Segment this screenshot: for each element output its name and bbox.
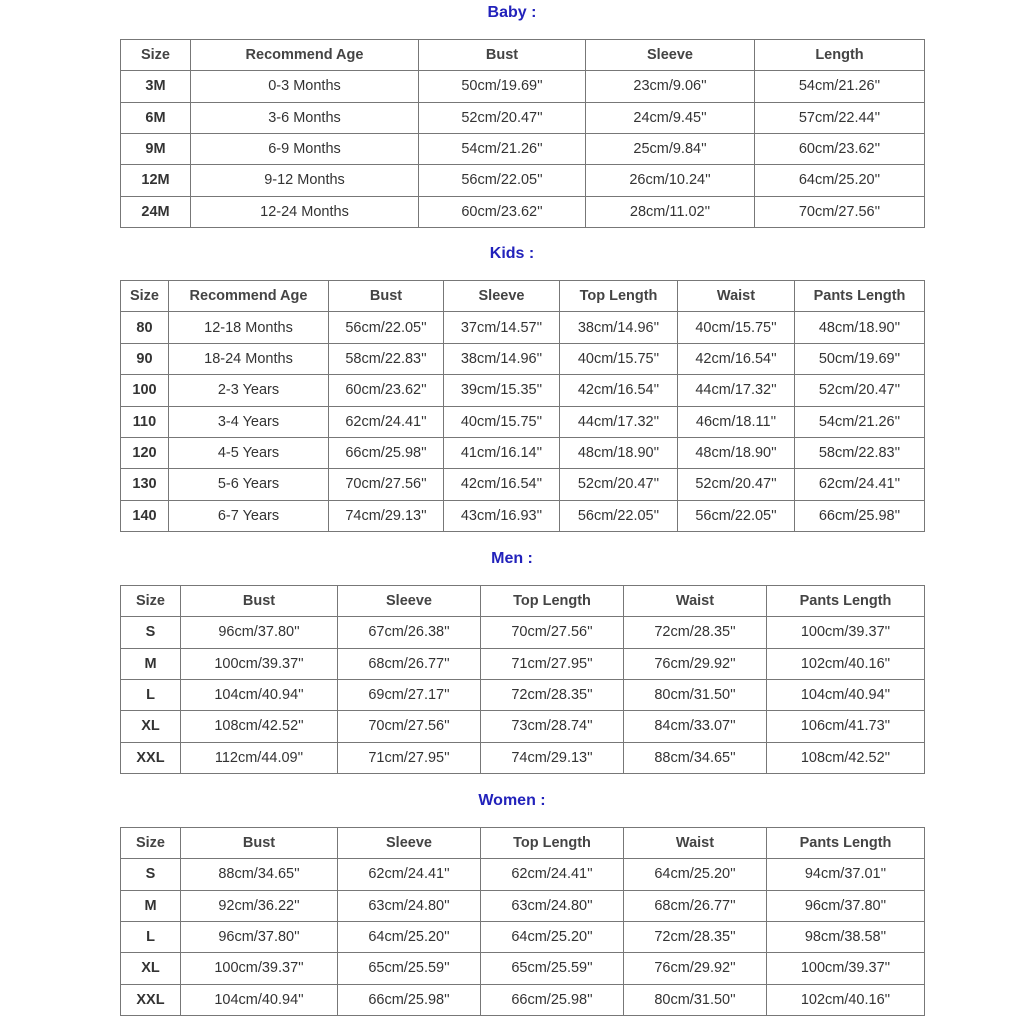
measurement-cell: 70cm/27.56'' [329, 469, 444, 500]
table-row [121, 196, 925, 227]
measurement-cell: 108cm/42.52'' [181, 711, 338, 742]
measurement-cell: 12-18 Months [169, 312, 329, 343]
measurement-cell: 62cm/24.41'' [481, 859, 624, 890]
measurement-cell: 24cm/9.45'' [586, 102, 755, 133]
table-header-row [121, 828, 925, 859]
measurement-cell: 100cm/39.37'' [767, 617, 925, 648]
table-row [121, 890, 925, 921]
measurement-cell: 100cm/39.37'' [181, 648, 338, 679]
table-row [121, 953, 925, 984]
table-row [121, 617, 925, 648]
women-size-table [120, 827, 925, 1016]
column-header: Waist [678, 281, 795, 312]
measurement-cell: 92cm/36.22'' [181, 890, 338, 921]
measurement-cell: 5-6 Years [169, 469, 329, 500]
measurement-cell: 88cm/34.65'' [181, 859, 338, 890]
size-cell: 24M [121, 196, 191, 227]
size-cell: 80 [121, 312, 169, 343]
size-cell: 6M [121, 102, 191, 133]
measurement-cell: 56cm/22.05'' [678, 500, 795, 531]
measurement-cell: 72cm/28.35'' [624, 617, 767, 648]
size-cell: XXL [121, 984, 181, 1015]
column-header: Bust [181, 586, 338, 617]
table-row [121, 102, 925, 133]
column-header: Waist [624, 586, 767, 617]
measurement-cell: 96cm/37.80'' [767, 890, 925, 921]
measurement-cell: 50cm/19.69'' [795, 343, 925, 374]
measurement-cell: 42cm/16.54'' [560, 375, 678, 406]
size-cell: 90 [121, 343, 169, 374]
measurement-cell: 104cm/40.94'' [767, 679, 925, 710]
measurement-cell: 73cm/28.74'' [481, 711, 624, 742]
measurement-cell: 37cm/14.57'' [444, 312, 560, 343]
measurement-cell: 48cm/18.90'' [678, 437, 795, 468]
measurement-cell: 66cm/25.98'' [795, 500, 925, 531]
measurement-cell: 62cm/24.41'' [338, 859, 481, 890]
measurement-cell: 4-5 Years [169, 437, 329, 468]
size-cell: L [121, 679, 181, 710]
size-cell: 9M [121, 133, 191, 164]
column-header: Pants Length [795, 281, 925, 312]
column-header: Size [121, 40, 191, 71]
measurement-cell: 71cm/27.95'' [338, 742, 481, 773]
measurement-cell: 52cm/20.47'' [795, 375, 925, 406]
kids-section-title: Kids : [489, 245, 535, 262]
size-cell: 12M [121, 165, 191, 196]
measurement-cell: 18-24 Months [169, 343, 329, 374]
size-cell: L [121, 921, 181, 952]
measurement-cell: 6-7 Years [169, 500, 329, 531]
measurement-cell: 80cm/31.50'' [624, 984, 767, 1015]
size-cell: 110 [121, 406, 169, 437]
table-header-row [121, 586, 925, 617]
table-row [121, 375, 925, 406]
measurement-cell: 76cm/29.92'' [624, 648, 767, 679]
measurement-cell: 76cm/29.92'' [624, 953, 767, 984]
kids-size-table [120, 280, 925, 532]
size-cell: S [121, 859, 181, 890]
measurement-cell: 66cm/25.98'' [481, 984, 624, 1015]
size-cell: M [121, 648, 181, 679]
measurement-cell: 3-6 Months [191, 102, 419, 133]
table-row [121, 469, 925, 500]
column-header: Waist [624, 828, 767, 859]
table-row [121, 921, 925, 952]
table-row [121, 343, 925, 374]
measurement-cell: 68cm/26.77'' [624, 890, 767, 921]
measurement-cell: 52cm/20.47'' [419, 102, 586, 133]
measurement-cell: 44cm/17.32'' [678, 375, 795, 406]
table-row [121, 71, 925, 102]
column-header: Bust [419, 40, 586, 71]
column-header: Sleeve [338, 586, 481, 617]
measurement-cell: 57cm/22.44'' [755, 102, 925, 133]
size-cell: 140 [121, 500, 169, 531]
measurement-cell: 102cm/40.16'' [767, 648, 925, 679]
measurement-cell: 38cm/14.96'' [444, 343, 560, 374]
measurement-cell: 25cm/9.84'' [586, 133, 755, 164]
measurement-cell: 56cm/22.05'' [419, 165, 586, 196]
measurement-cell: 106cm/41.73'' [767, 711, 925, 742]
size-cell: M [121, 890, 181, 921]
measurement-cell: 56cm/22.05'' [560, 500, 678, 531]
table-row [121, 406, 925, 437]
measurement-cell: 98cm/38.58'' [767, 921, 925, 952]
measurement-cell: 69cm/27.17'' [338, 679, 481, 710]
measurement-cell: 60cm/23.62'' [419, 196, 586, 227]
measurement-cell: 71cm/27.95'' [481, 648, 624, 679]
column-header: Sleeve [338, 828, 481, 859]
measurement-cell: 72cm/28.35'' [624, 921, 767, 952]
measurement-cell: 54cm/21.26'' [755, 71, 925, 102]
measurement-cell: 94cm/37.01'' [767, 859, 925, 890]
measurement-cell: 41cm/16.14'' [444, 437, 560, 468]
column-header: Top Length [481, 828, 624, 859]
measurement-cell: 70cm/27.56'' [338, 711, 481, 742]
column-header: Pants Length [767, 828, 925, 859]
measurement-cell: 64cm/25.20'' [624, 859, 767, 890]
measurement-cell: 52cm/20.47'' [678, 469, 795, 500]
column-header: Size [121, 281, 169, 312]
table-row [121, 742, 925, 773]
measurement-cell: 100cm/39.37'' [181, 953, 338, 984]
measurement-cell: 104cm/40.94'' [181, 679, 338, 710]
column-header: Size [121, 828, 181, 859]
measurement-cell: 60cm/23.62'' [755, 133, 925, 164]
measurement-cell: 48cm/18.90'' [560, 437, 678, 468]
measurement-cell: 54cm/21.26'' [419, 133, 586, 164]
size-cell: 3M [121, 71, 191, 102]
measurement-cell: 65cm/25.59'' [481, 953, 624, 984]
size-cell: XXL [121, 742, 181, 773]
measurement-cell: 58cm/22.83'' [795, 437, 925, 468]
column-header: Recommend Age [191, 40, 419, 71]
table-header-row [121, 40, 925, 71]
table-row [121, 984, 925, 1015]
measurement-cell: 67cm/26.38'' [338, 617, 481, 648]
measurement-cell: 65cm/25.59'' [338, 953, 481, 984]
column-header: Length [755, 40, 925, 71]
measurement-cell: 66cm/25.98'' [329, 437, 444, 468]
measurement-cell: 63cm/24.80'' [338, 890, 481, 921]
measurement-cell: 2-3 Years [169, 375, 329, 406]
column-header: Sleeve [586, 40, 755, 71]
measurement-cell: 74cm/29.13'' [481, 742, 624, 773]
measurement-cell: 38cm/14.96'' [560, 312, 678, 343]
column-header: Size [121, 586, 181, 617]
measurement-cell: 48cm/18.90'' [795, 312, 925, 343]
size-cell: 130 [121, 469, 169, 500]
measurement-cell: 60cm/23.62'' [329, 375, 444, 406]
measurement-cell: 64cm/25.20'' [338, 921, 481, 952]
measurement-cell: 43cm/16.93'' [444, 500, 560, 531]
measurement-cell: 56cm/22.05'' [329, 312, 444, 343]
measurement-cell: 96cm/37.80'' [181, 921, 338, 952]
measurement-cell: 100cm/39.37'' [767, 953, 925, 984]
measurement-cell: 39cm/15.35'' [444, 375, 560, 406]
table-row [121, 165, 925, 196]
measurement-cell: 88cm/34.65'' [624, 742, 767, 773]
measurement-cell: 23cm/9.06'' [586, 71, 755, 102]
measurement-cell: 62cm/24.41'' [795, 469, 925, 500]
baby-size-table [120, 39, 925, 228]
men-section-title: Men : [491, 550, 533, 567]
measurement-cell: 66cm/25.98'' [338, 984, 481, 1015]
measurement-cell: 64cm/25.20'' [755, 165, 925, 196]
measurement-cell: 58cm/22.83'' [329, 343, 444, 374]
baby-section-title: Baby : [487, 4, 537, 21]
measurement-cell: 26cm/10.24'' [586, 165, 755, 196]
column-header: Pants Length [767, 586, 925, 617]
measurement-cell: 44cm/17.32'' [560, 406, 678, 437]
measurement-cell: 40cm/15.75'' [444, 406, 560, 437]
measurement-cell: 3-4 Years [169, 406, 329, 437]
size-cell: S [121, 617, 181, 648]
column-header: Top Length [481, 586, 624, 617]
measurement-cell: 12-24 Months [191, 196, 419, 227]
size-cell: 100 [121, 375, 169, 406]
table-header-row [121, 281, 925, 312]
column-header: Bust [181, 828, 338, 859]
measurement-cell: 0-3 Months [191, 71, 419, 102]
size-cell: XL [121, 711, 181, 742]
measurement-cell: 108cm/42.52'' [767, 742, 925, 773]
measurement-cell: 9-12 Months [191, 165, 419, 196]
measurement-cell: 84cm/33.07'' [624, 711, 767, 742]
measurement-cell: 6-9 Months [191, 133, 419, 164]
measurement-cell: 68cm/26.77'' [338, 648, 481, 679]
measurement-cell: 64cm/25.20'' [481, 921, 624, 952]
table-row [121, 679, 925, 710]
column-header: Recommend Age [169, 281, 329, 312]
column-header: Bust [329, 281, 444, 312]
table-row [121, 859, 925, 890]
measurement-cell: 102cm/40.16'' [767, 984, 925, 1015]
measurement-cell: 80cm/31.50'' [624, 679, 767, 710]
measurement-cell: 72cm/28.35'' [481, 679, 624, 710]
women-section-title: Women : [478, 792, 546, 809]
measurement-cell: 104cm/40.94'' [181, 984, 338, 1015]
measurement-cell: 70cm/27.56'' [481, 617, 624, 648]
men-size-table [120, 585, 925, 774]
measurement-cell: 63cm/24.80'' [481, 890, 624, 921]
measurement-cell: 50cm/19.69'' [419, 71, 586, 102]
measurement-cell: 112cm/44.09'' [181, 742, 338, 773]
table-row [121, 500, 925, 531]
table-row [121, 711, 925, 742]
measurement-cell: 40cm/15.75'' [560, 343, 678, 374]
measurement-cell: 52cm/20.47'' [560, 469, 678, 500]
measurement-cell: 40cm/15.75'' [678, 312, 795, 343]
measurement-cell: 46cm/18.11'' [678, 406, 795, 437]
size-cell: XL [121, 953, 181, 984]
measurement-cell: 42cm/16.54'' [678, 343, 795, 374]
column-header: Sleeve [444, 281, 560, 312]
table-row [121, 312, 925, 343]
measurement-cell: 74cm/29.13'' [329, 500, 444, 531]
measurement-cell: 54cm/21.26'' [795, 406, 925, 437]
table-row [121, 133, 925, 164]
size-cell: 120 [121, 437, 169, 468]
table-row [121, 437, 925, 468]
column-header: Top Length [560, 281, 678, 312]
measurement-cell: 28cm/11.02'' [586, 196, 755, 227]
measurement-cell: 70cm/27.56'' [755, 196, 925, 227]
table-row [121, 648, 925, 679]
measurement-cell: 62cm/24.41'' [329, 406, 444, 437]
measurement-cell: 42cm/16.54'' [444, 469, 560, 500]
measurement-cell: 96cm/37.80'' [181, 617, 338, 648]
